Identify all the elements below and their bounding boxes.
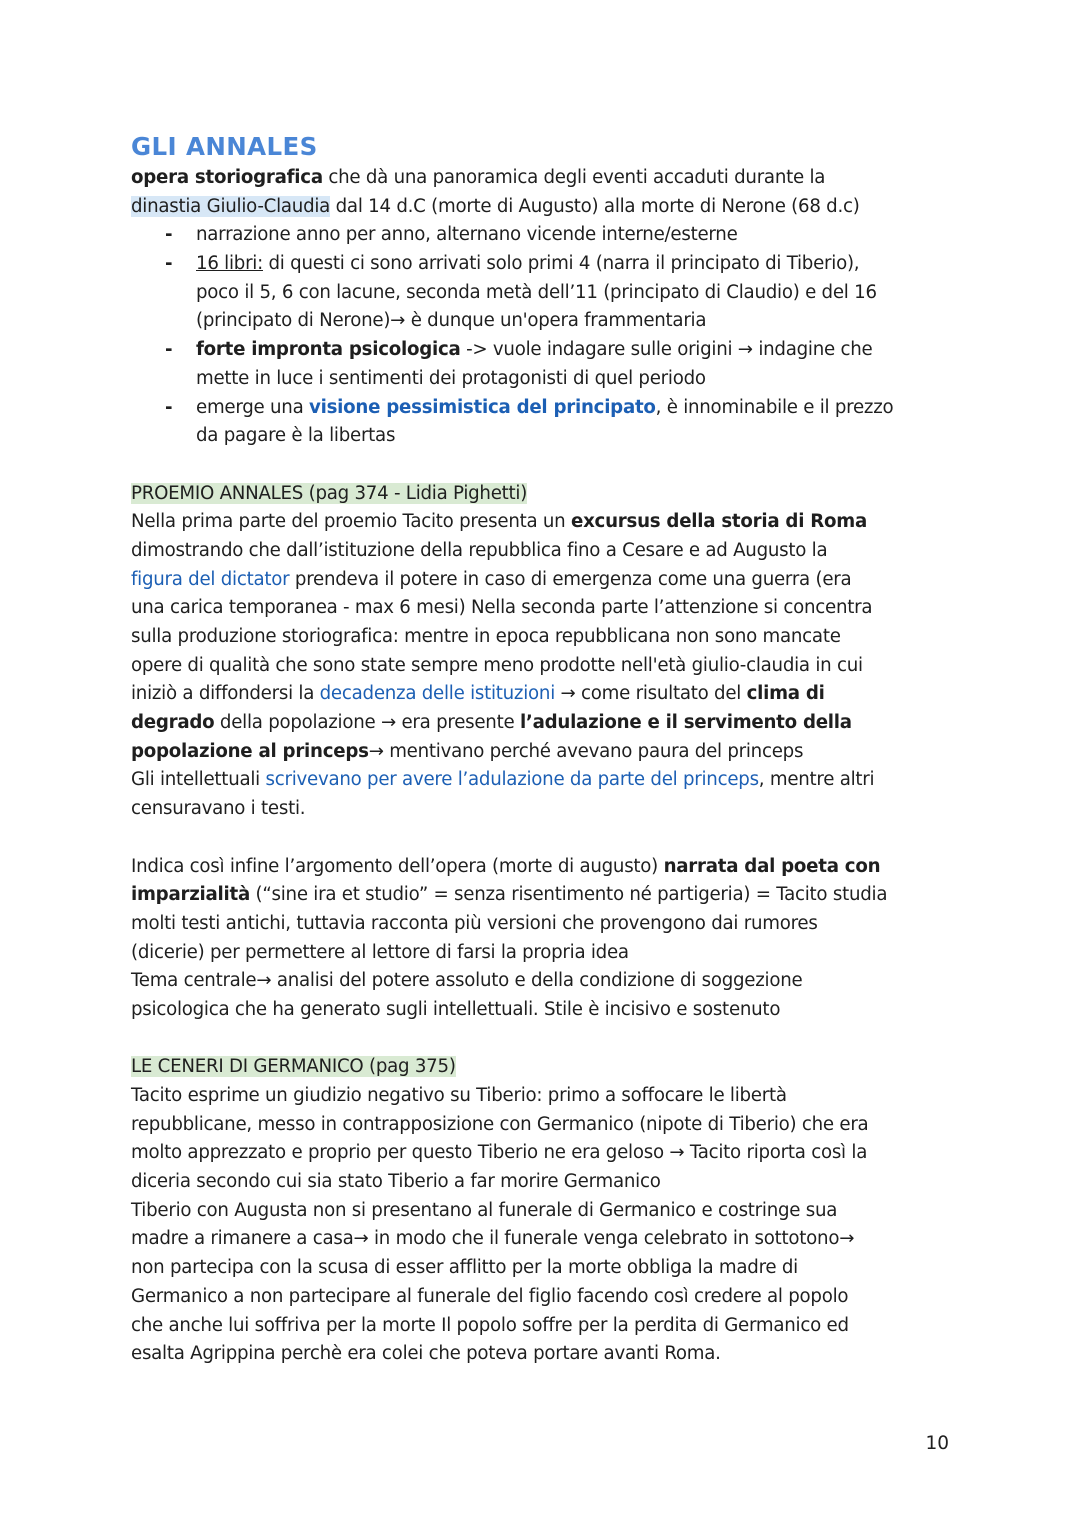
bullet-bold: forte impronta psicologica (196, 339, 461, 361)
bullet-item (131, 394, 946, 451)
ceneri-text: Tacito esprime un giudizio negativo su Tiberio: primo a soffocare le libertà (131, 1085, 787, 1106)
bullet-dash: - (165, 396, 173, 418)
bullet-text: -> vuole indagare sulle origini → indagine che (460, 339, 873, 361)
bullet-text: , è innominabile e il prezzo (655, 396, 894, 418)
indica-text: molti testi antichi, tuttavia racconta più versioni che provengono dai rumores (131, 912, 818, 934)
proemio-bold: l’adulazione e il servimento della (519, 712, 852, 734)
intro-bold: opera storiografica (131, 167, 323, 188)
proemio-text: , mentre altri (758, 769, 875, 791)
proemio-heading: PROEMIO ANNALES (pag 374 - Lidia Pighetti) (131, 482, 528, 504)
proemio-text: opere di qualità che sono state sempre meno prodotte nell'età giulio-claudia in cui (131, 654, 863, 676)
bullet-item (131, 221, 946, 250)
bullet-text: di questi ci sono arrivati solo primi 4 (narra il principato di Tiberio), (262, 253, 860, 275)
indica-bold: narrata dal poeta con (663, 855, 881, 877)
indica-text: (“sine ira et studio” = senza risentimento né partigeria) = Tacito studia (249, 884, 888, 906)
intro-paragraph (131, 164, 946, 1369)
ceneri-text: molto apprezzato e proprio per questo Tiberio ne era geloso → Tacito riporta così la (131, 1142, 868, 1164)
page-content (131, 132, 946, 1369)
bullet-text: (principato di Nerone)→ è dunque un'opera frammentaria (196, 310, 707, 332)
proemio-text: Nella prima parte del proemio Tacito presenta un (131, 511, 571, 533)
bullet-item (131, 336, 946, 393)
ceneri-text: diceria secondo cui sia stato Tiberio a far morire Germanico (131, 1171, 661, 1193)
indica-bold: imparzialità (131, 884, 250, 906)
page-number: 10 (925, 1433, 949, 1454)
ceneri-text: che anche lui soffriva per la morte Il popolo soffre per la perdita di Germanico ed (131, 1314, 849, 1336)
indica-text: Tema centrale→ analisi del potere assoluto e della condizione di soggezione (131, 970, 803, 992)
bullet-dash: - (165, 224, 173, 246)
bullet-dash: - (165, 253, 173, 275)
intro-text: dal 14 d.C (morte di Augusto) alla morte di Nerone (68 d.c) (330, 195, 860, 217)
bullet-underline: 16 libri: (196, 253, 263, 275)
ceneri-text: repubblicane, messo in contrapposizione con Germanico (nipote di Tiberio) che era (131, 1113, 869, 1135)
intro-highlight: dinastia Giulio-Claudia (131, 195, 331, 217)
intro-text: che dà una panoramica degli eventi accaduti durante la (322, 167, 826, 188)
ceneri-heading: LE CENERI DI GERMANICO (pag 375) (131, 1056, 456, 1078)
proemio-text: prendeva il potere in caso di emergenza come una guerra (era (289, 568, 852, 590)
indica-text: psicologica che ha generato sugli intellettuali. Stile è incisivo e sostenuto (131, 998, 781, 1020)
proemio-text: dimostrando che dall’istituzione della repubblica fino a Cesare e ad Augusto la (131, 539, 828, 561)
proemio-bold: popolazione al princeps (131, 740, 369, 762)
proemio-blue: figura del dictator (131, 568, 290, 590)
bullet-text: emerge una (196, 396, 309, 418)
proemio-text: iniziò a diffondersi la (131, 683, 320, 705)
ceneri-text: Germanico a non partecipare al funerale del figlio facendo così credere al popolo (131, 1285, 849, 1307)
indica-text: (dicerie) per permettere al lettore di farsi la propria idea (131, 941, 629, 963)
bullet-item (131, 250, 946, 336)
bullet-text: poco il 5, 6 con lacune, seconda metà dell’11 (principato di Claudio) e del 16 (196, 281, 877, 303)
proemio-text: una carica temporanea - max 6 mesi) Nella seconda parte l’attenzione si concentra (131, 597, 873, 619)
proemio-blue: decadenza delle istituzioni (319, 683, 555, 705)
bullet-text: da pagare è la libertas (196, 425, 396, 447)
ceneri-text: non partecipa con la scusa di esser afflitto per la morte obbliga la madre di (131, 1257, 798, 1279)
proemio-text: → come risultato del (555, 683, 747, 705)
proemio-text: sulla produzione storiografica: mentre in epoca repubblicana non sono mancate (131, 626, 841, 647)
bullet-text: narrazione anno per anno, alternano vicende interne/esterne (196, 224, 738, 246)
proemio-bold: excursus della storia di Roma (570, 511, 867, 533)
ceneri-text: madre a rimanere a casa→ in modo che il funerale venga celebrato in sottotono→ (131, 1228, 855, 1250)
bullet-blue-bold: visione pessimistica del principato (309, 396, 656, 418)
ceneri-text: Tiberio con Augusta non si presentano al funerale di Germanico e costringe sua (131, 1199, 838, 1221)
proemio-bold: degrado (131, 712, 215, 734)
proemio-text: Gli intellettuali (131, 769, 266, 791)
proemio-text: della popolazione → era presente (214, 712, 520, 734)
ceneri-text: esalta Agrippina perchè era colei che poteva portare avanti Roma. (131, 1343, 721, 1365)
proemio-text: → mentivano perché avevano paura del princeps (368, 740, 804, 762)
bullet-text: mette in luce i sentimenti dei protagonisti di quel periodo (196, 367, 706, 389)
proemio-text: censuravano i testi. (131, 798, 306, 820)
indica-text: Indica così infine l’argomento dell’opera (morte di augusto) (131, 855, 664, 877)
section-title: GLI ANNALES (131, 132, 318, 161)
proemio-blue: scrivevano per avere l’adulazione da parte del princeps (265, 769, 759, 791)
proemio-bold: clima di (746, 683, 825, 705)
bullet-dash: - (165, 339, 173, 361)
